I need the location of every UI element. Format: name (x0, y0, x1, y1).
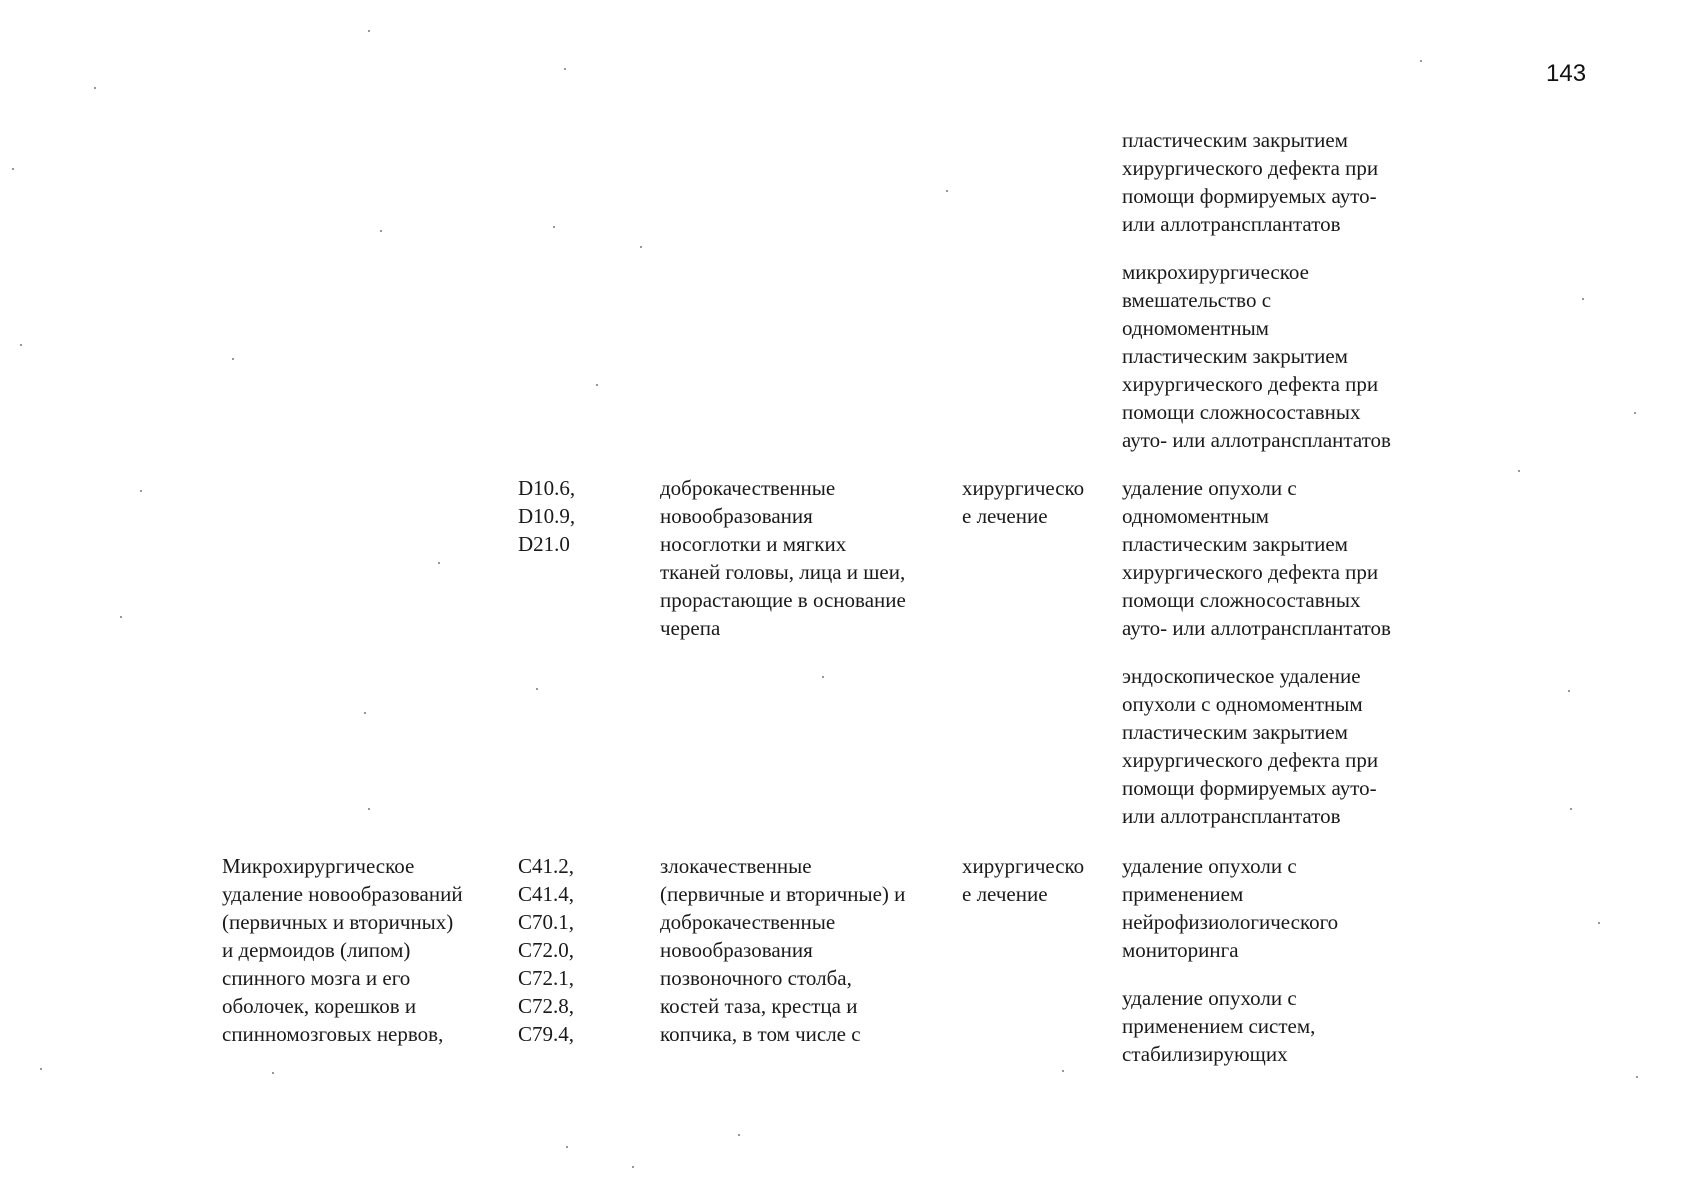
method-text: удаление опухоли с применением систем, стабилизирующих (1122, 986, 1316, 1066)
scan-speck (1636, 1076, 1638, 1078)
method-text: микрохирургическое вмешательство с одномоментным пластическим закрытием хирургического дефекта при помощи сложносоставных ауто- или аллотрансплантатов (1122, 260, 1391, 452)
scan-speck (368, 808, 370, 810)
scan-speck (640, 246, 642, 248)
scan-speck (438, 562, 440, 564)
page-number: 143 (1546, 60, 1587, 87)
scan-speck (368, 30, 370, 32)
scan-speck (564, 68, 566, 70)
method-text: эндоскопическое удаление опухоли с одномоментным пластическим закрытием хирургического дефекта при помощи формируемых ауто- или аллотрансплантатов (1122, 664, 1379, 828)
method-text: удаление опухоли с одномоментным пластическим закрытием хирургического дефекта при помощи сложносоставных ауто- или аллотрансплантатов (1122, 476, 1391, 640)
scan-speck (566, 1146, 568, 1148)
scan-speck (536, 688, 538, 690)
method-text: пластическим закрытием хирургического дефекта при помощи формируемых ауто- или аллотрансплантатов (1122, 128, 1379, 236)
scan-speck (20, 344, 22, 346)
scan-speck (822, 676, 824, 678)
scan-speck (40, 1068, 42, 1070)
scan-speck (1570, 808, 1572, 810)
scan-speck (1518, 470, 1520, 472)
scan-speck (1420, 60, 1422, 62)
scan-speck (596, 384, 598, 386)
scan-speck (632, 1166, 634, 1168)
patient-model: доброкачественные новообразования носоглотки и мягких тканей головы, лица и шеи, прорастающие в основание черепа (660, 476, 906, 640)
scan-speck (232, 358, 234, 360)
icd-codes: C41.2, C41.4, C70.1, C72.0, C72.1, C72.8, C79.4, (518, 854, 575, 1046)
scan-speck (738, 1134, 740, 1136)
scan-speck (94, 87, 96, 89)
scan-speck (272, 1072, 274, 1074)
scan-speck (946, 190, 948, 192)
treatment-type: хирургическо е лечение (962, 476, 1085, 528)
patient-model: злокачественные (первичные и вторичные) и доброкачественные новообразования позвоночного столба, костей таза, крестца и копчика, в том числе с (660, 854, 906, 1046)
procedure-name: Микрохирургическое удаление новообразований (первичных и вторичных) и дермоидов (липом) спинного мозга и его оболочек, корешков и спинномозговых нервов, (222, 854, 463, 1046)
scan-speck (1062, 1070, 1064, 1072)
scan-speck (12, 168, 14, 170)
scan-speck (140, 490, 142, 492)
scan-speck (364, 712, 366, 714)
icd-codes: D10.6, D10.9, D21.0 (518, 476, 576, 556)
scan-speck (120, 616, 122, 618)
scan-speck (1598, 922, 1600, 924)
scan-speck (1582, 298, 1584, 300)
scan-speck (1568, 690, 1570, 692)
method-text: удаление опухоли с применением нейрофизиологического мониторинга (1122, 854, 1339, 962)
scan-speck (1634, 412, 1636, 414)
scan-speck (553, 226, 555, 228)
treatment-type: хирургическо е лечение (962, 854, 1085, 906)
scan-speck (380, 230, 382, 232)
